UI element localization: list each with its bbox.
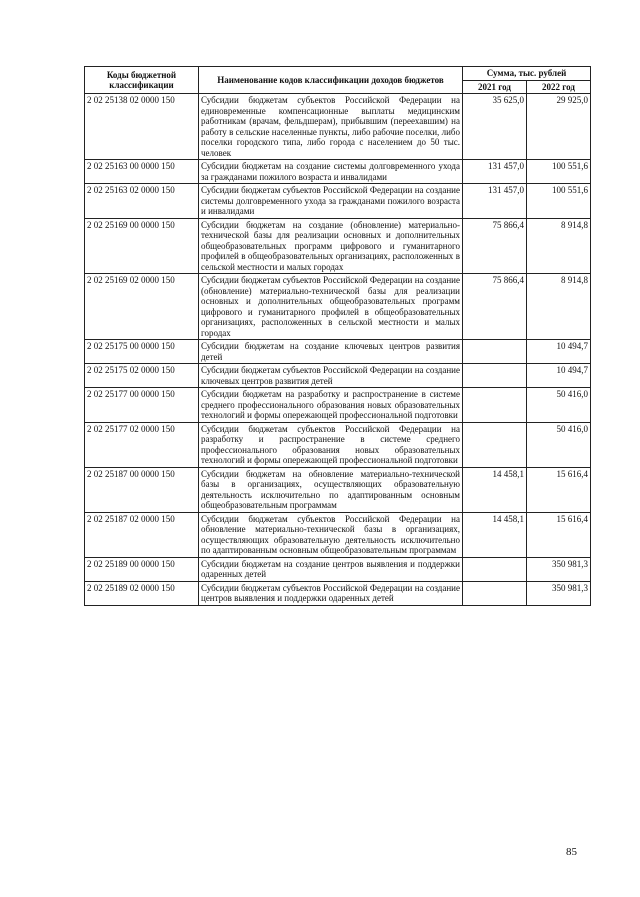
classification-code: 2 02 25189 02 0000 150	[85, 581, 199, 605]
classification-name: Субсидии бюджетам субъектов Российской Федерации на создание центров выявления и поддержки одаренных детей	[199, 581, 463, 605]
classification-name: Субсидии бюджетам субъектов Российской Федерации на создание (обновление) материально-технической базы для реализации основных и дополнительных общеобразовательных программ цифрового и гуманитарного профилей в общеобразовательных организациях, расположенных в сельской местности и малых городах	[199, 274, 463, 340]
table-body	[85, 94, 591, 606]
table-row	[85, 388, 591, 423]
classification-code: 2 02 25177 02 0000 150	[85, 422, 199, 467]
classification-code: 2 02 25177 00 0000 150	[85, 388, 199, 423]
classification-code: 2 02 25163 00 0000 150	[85, 160, 199, 184]
budget-classification-table	[84, 66, 591, 606]
classification-code: 2 02 25175 02 0000 150	[85, 364, 199, 388]
classification-code: 2 02 25169 02 0000 150	[85, 274, 199, 340]
classification-code: 2 02 25187 02 0000 150	[85, 512, 199, 557]
table-row	[85, 218, 591, 274]
amount-2021	[463, 422, 527, 467]
table-row	[85, 512, 591, 557]
amount-2022: 8 914,8	[527, 218, 591, 274]
amount-2022: 10 494,7	[527, 340, 591, 364]
classification-name: Субсидии бюджетам на создание ключевых центров развития детей	[199, 340, 463, 364]
classification-name: Субсидии бюджетам субъектов Российской Федерации на создание системы долговременного ухода за гражданами пожилого возраста и инвалидами	[199, 184, 463, 219]
amount-2021: 14 458,1	[463, 512, 527, 557]
table-row	[85, 557, 591, 581]
amount-2022: 15 616,4	[527, 467, 591, 512]
header-year-2021: 2021 год	[463, 80, 527, 94]
classification-name: Субсидии бюджетам на обновление материально-технической базы в организациях, осуществляющих образовательную деятельность исключительно по адаптированным основным общеобразовательным программам	[199, 467, 463, 512]
table-row	[85, 581, 591, 605]
amount-2021: 14 458,1	[463, 467, 527, 512]
document-page	[84, 66, 590, 606]
amount-2022: 29 925,0	[527, 94, 591, 160]
classification-name: Субсидии бюджетам на создание центров выявления и поддержки одаренных детей	[199, 557, 463, 581]
classification-code: 2 02 25138 02 0000 150	[85, 94, 199, 160]
amount-2022: 100 551,6	[527, 184, 591, 219]
header-sum: Сумма, тыс. рублей	[463, 67, 591, 81]
classification-name: Субсидии бюджетам на создание (обновление) материально-технической базы для реализации основных и дополнительных общеобразовательных программ цифрового и гуманитарного профилей в общеобразовательных организациях, расположенных в сельской местности и малых городах	[199, 218, 463, 274]
classification-code: 2 02 25163 02 0000 150	[85, 184, 199, 219]
header-year-2022: 2022 год	[527, 80, 591, 94]
amount-2022: 350 981,3	[527, 581, 591, 605]
table-row	[85, 274, 591, 340]
amount-2021	[463, 581, 527, 605]
amount-2021	[463, 364, 527, 388]
header-name: Наименование кодов классификации доходов бюджетов	[199, 67, 463, 94]
classification-name: Субсидии бюджетам субъектов Российской Федерации на единовременные компенсационные выплаты медицинским работникам (врачам, фельдшерам), прибывшим (переехавшим) на работу в сельские населенные пункты, либо рабочие поселки, либо поселки городского типа, либо города с населением до 50 тыс. человек	[199, 94, 463, 160]
table-row	[85, 184, 591, 219]
table-row	[85, 94, 591, 160]
amount-2022: 350 981,3	[527, 557, 591, 581]
table-header-row	[85, 67, 591, 81]
classification-code: 2 02 25175 00 0000 150	[85, 340, 199, 364]
amount-2021: 75 866,4	[463, 218, 527, 274]
classification-code: 2 02 25189 00 0000 150	[85, 557, 199, 581]
table-row	[85, 467, 591, 512]
classification-name: Субсидии бюджетам субъектов Российской Федерации на разработку и распространение в системе среднего профессионального образования новых образовательных технологий и формы опережающей профессиональной подготовки	[199, 422, 463, 467]
table-row	[85, 364, 591, 388]
page-number: 85	[566, 846, 577, 858]
amount-2021: 35 625,0	[463, 94, 527, 160]
amount-2021	[463, 340, 527, 364]
amount-2021: 75 866,4	[463, 274, 527, 340]
table-row	[85, 160, 591, 184]
amount-2021	[463, 388, 527, 423]
amount-2021: 131 457,0	[463, 184, 527, 219]
classification-name: Субсидии бюджетам субъектов Российской Федерации на обновление материально-технической базы в организациях, осуществляющих образовательную деятельность исключительно по адаптированным основным общеобразовательным программам	[199, 512, 463, 557]
header-codes: Коды бюджетной классификации	[85, 67, 199, 94]
amount-2022: 8 914,8	[527, 274, 591, 340]
classification-name: Субсидии бюджетам на разработку и распространение в системе среднего профессионального образования новых образовательных технологий и формы опережающей профессиональной подготовки	[199, 388, 463, 423]
amount-2022: 100 551,6	[527, 160, 591, 184]
amount-2022: 15 616,4	[527, 512, 591, 557]
classification-code: 2 02 25169 00 0000 150	[85, 218, 199, 274]
classification-code: 2 02 25187 00 0000 150	[85, 467, 199, 512]
amount-2021	[463, 557, 527, 581]
amount-2022: 50 416,0	[527, 388, 591, 423]
table-row	[85, 422, 591, 467]
classification-name: Субсидии бюджетам на создание системы долговременного ухода за гражданами пожилого возраста и инвалидами	[199, 160, 463, 184]
amount-2022: 10 494,7	[527, 364, 591, 388]
table-row	[85, 340, 591, 364]
amount-2022: 50 416,0	[527, 422, 591, 467]
classification-name: Субсидии бюджетам субъектов Российской Федерации на создание ключевых центров развития детей	[199, 364, 463, 388]
amount-2021: 131 457,0	[463, 160, 527, 184]
